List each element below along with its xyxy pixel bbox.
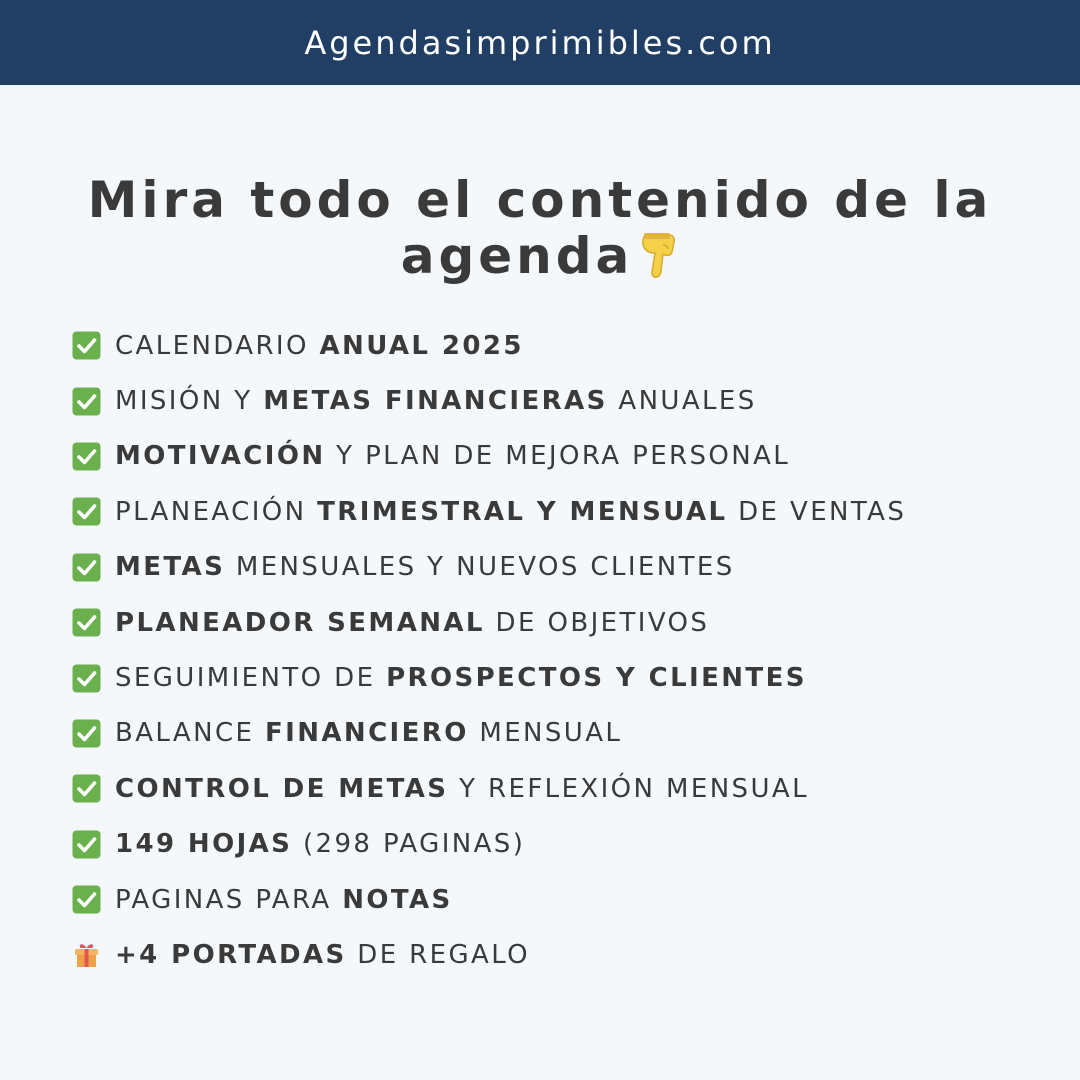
- check-icon: [72, 664, 101, 693]
- feature-text-bold: TRIMESTRAL Y MENSUAL: [317, 496, 728, 527]
- feature-text-regular: DE REGALO: [346, 939, 531, 970]
- gift-icon: [72, 940, 101, 969]
- feature-item: [72, 429, 1052, 484]
- feature-item: [72, 484, 1052, 539]
- feature-text: [115, 940, 530, 970]
- feature-text-regular: CALENDARIO: [115, 330, 320, 361]
- feature-text: [115, 718, 622, 748]
- feature-text-regular: PAGINAS PARA: [115, 884, 343, 915]
- feature-text: [115, 552, 735, 582]
- feature-text-regular: MISIÓN Y: [115, 386, 264, 417]
- feature-text-bold: METAS: [115, 552, 226, 583]
- feature-text: [115, 774, 809, 804]
- feature-text-regular: DE VENTAS: [727, 496, 907, 527]
- feature-item: [72, 927, 1052, 982]
- feature-item: [72, 595, 1052, 650]
- feature-item: [72, 318, 1052, 373]
- feature-text: [115, 331, 524, 361]
- check-icon: [72, 331, 101, 360]
- feature-text-regular: PLANEACIÓN: [115, 496, 318, 527]
- feature-item: [72, 872, 1052, 927]
- feature-text-regular: (298 PAGINAS): [292, 829, 526, 860]
- feature-text-regular: Y PLAN DE MEJORA PERSONAL: [325, 441, 791, 472]
- check-icon: [72, 497, 101, 526]
- feature-text: [115, 497, 906, 527]
- feature-item: [72, 540, 1052, 595]
- feature-text-regular: SEGUIMIENTO DE: [115, 663, 387, 694]
- headline-text: Mira todo el contenido de la agenda: [87, 170, 993, 285]
- check-icon: [72, 608, 101, 637]
- feature-item: [72, 761, 1052, 816]
- check-icon: [72, 553, 101, 582]
- check-icon: [72, 774, 101, 803]
- page-headline: [60, 172, 1020, 284]
- feature-text: [115, 441, 790, 471]
- feature-list: [72, 318, 1052, 983]
- site-banner: [0, 0, 1080, 85]
- feature-text-regular: ANUALES: [607, 386, 757, 417]
- check-icon: [72, 719, 101, 748]
- check-icon: [72, 830, 101, 859]
- site-name: Agendasimprimibles.com: [304, 23, 776, 62]
- feature-text-bold: NOTAS: [342, 884, 453, 915]
- feature-item: [72, 373, 1052, 428]
- feature-text-bold: FINANCIERO: [265, 718, 469, 749]
- feature-text-regular: DE OBJETIVOS: [484, 607, 710, 638]
- feature-text: [115, 386, 757, 416]
- feature-text-bold: PLANEADOR SEMANAL: [115, 607, 485, 638]
- feature-text: [115, 608, 709, 638]
- feature-text-regular: BALANCE: [115, 718, 265, 749]
- feature-item: [72, 817, 1052, 872]
- pointing-down-icon: [639, 231, 679, 283]
- feature-text: [115, 885, 453, 915]
- feature-text-bold: +4 PORTADAS: [115, 939, 347, 970]
- feature-text: [115, 663, 807, 693]
- check-icon: [72, 442, 101, 471]
- feature-text-bold: CONTROL DE METAS: [115, 773, 449, 804]
- feature-text-bold: 149 HOJAS: [115, 829, 293, 860]
- check-icon: [72, 387, 101, 416]
- feature-text-regular: MENSUALES Y NUEVOS CLIENTES: [225, 552, 735, 583]
- feature-text-bold: METAS FINANCIERAS: [263, 386, 608, 417]
- feature-text-bold: PROSPECTOS Y CLIENTES: [386, 663, 807, 694]
- feature-text-regular: MENSUAL: [468, 718, 623, 749]
- check-icon: [72, 885, 101, 914]
- feature-text-bold: ANUAL 2025: [319, 330, 524, 361]
- feature-text: [115, 829, 525, 859]
- feature-text-bold: MOTIVACIÓN: [115, 441, 326, 472]
- feature-item: [72, 706, 1052, 761]
- feature-text-regular: Y REFLEXIÓN MENSUAL: [448, 773, 809, 804]
- feature-item: [72, 650, 1052, 705]
